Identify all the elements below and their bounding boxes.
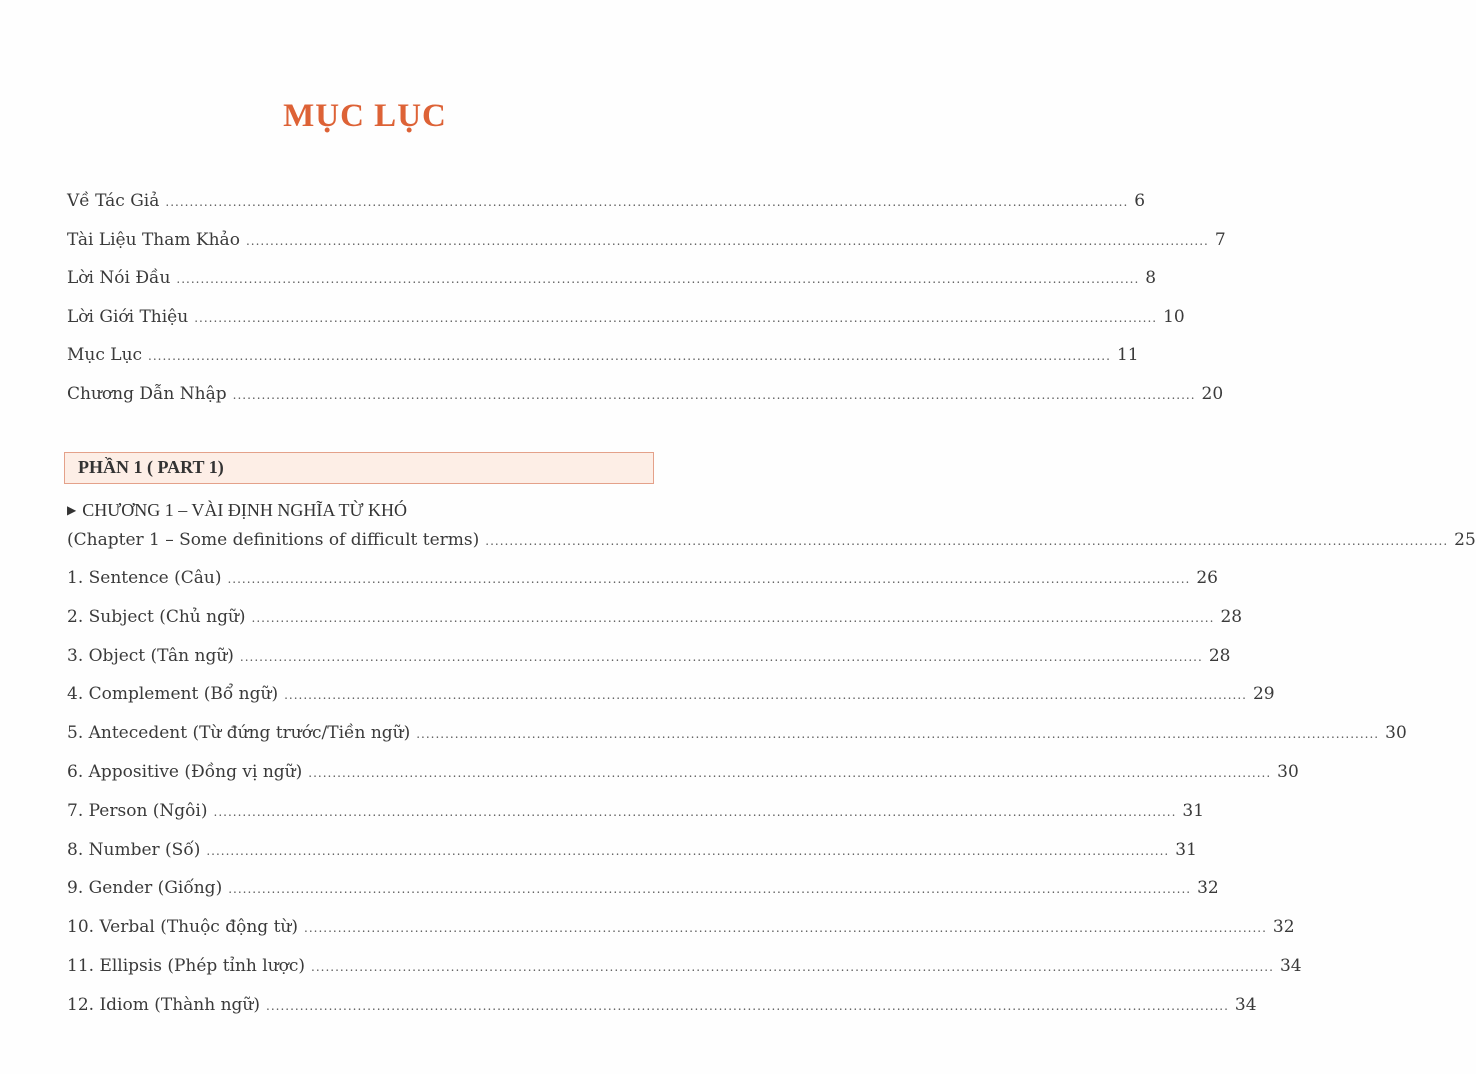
toc-page-number: 8 <box>1145 268 1157 289</box>
dot-leader: ........................................................................................................................................................................................................ <box>227 572 1191 586</box>
dot-leader: ........................................................................................................................................................................................................ <box>284 688 1247 703</box>
dot-leader: ........................................................................................................................................................................................................ <box>266 998 1229 1013</box>
toc-page-number: 30 <box>1385 723 1407 744</box>
toc-page-number: 20 <box>1201 384 1224 404</box>
dot-leader: ........................................................................................................................................................................................................ <box>239 649 1203 664</box>
part-label: PHẦN 1 ( PART 1) <box>78 457 224 477</box>
toc-page-number: 29 <box>1252 684 1275 705</box>
toc-page-number: 31 <box>1182 800 1205 821</box>
toc-label: (Chapter 1 – Some definitions of difficult terms) <box>67 530 480 550</box>
toc-row[interactable] <box>67 304 1185 328</box>
dot-leader: ........................................................................................................................................................................................................ <box>165 195 1129 209</box>
toc-row[interactable] <box>67 342 1139 366</box>
toc-label: Lời Giới Thiệu <box>67 306 189 327</box>
toc-row[interactable] <box>67 643 1231 667</box>
toc-page-number: 32 <box>1197 878 1219 899</box>
dot-leader: ........................................................................................................................................................................................................ <box>308 766 1272 780</box>
toc-row[interactable] <box>67 188 1146 212</box>
toc-label: 8. Number (Số) <box>67 839 201 860</box>
dot-leader: ........................................................................................................................................................................................................ <box>251 610 1215 625</box>
dot-leader: ........................................................................................................................................................................................................ <box>176 272 1140 287</box>
toc-row-chapter-subtitle[interactable] <box>67 527 1476 551</box>
toc-row[interactable] <box>67 720 1407 744</box>
toc-label: Chương Dẫn Nhập <box>67 384 227 404</box>
toc-page-number: 11 <box>1116 345 1139 366</box>
toc-row[interactable] <box>67 227 1226 251</box>
dot-leader: ........................................................................................................................................................................................................ <box>206 843 1170 858</box>
toc-label: 3. Object (Tân ngữ) <box>67 645 234 666</box>
dot-leader: ........................................................................................................................................................................................................ <box>232 388 1196 402</box>
chapter-title: CHƯƠNG 1 – VÀI ĐỊNH NGHĨA TỪ KHÓ <box>82 500 407 520</box>
toc-label: 7. Person (Ngôi) <box>67 800 208 821</box>
toc-page-number: 25 <box>1454 530 1476 550</box>
toc-row[interactable] <box>67 759 1299 783</box>
toc-label: Mục Lục <box>67 345 143 366</box>
toc-label: 6. Appositive (Đồng vị ngữ) <box>67 762 303 782</box>
toc-label: 9. Gender (Giống) <box>67 878 223 899</box>
page-title: MỤC LỤC <box>283 98 447 134</box>
toc-row[interactable] <box>67 953 1302 977</box>
toc-label: Về Tác Giả <box>67 191 160 211</box>
toc-row[interactable] <box>67 875 1219 899</box>
toc-label: Tài Liệu Tham Khảo <box>67 229 240 250</box>
toc-label: 12. Idiom (Thành ngữ) <box>67 994 261 1015</box>
toc-page-number: 26 <box>1196 568 1218 588</box>
toc-page-number: 31 <box>1175 839 1197 860</box>
toc-row[interactable] <box>67 992 1257 1016</box>
toc-page-number: 6 <box>1134 191 1146 211</box>
toc-row[interactable] <box>67 565 1218 589</box>
dot-leader: ........................................................................................................................................................................................................ <box>148 349 1111 364</box>
dot-leader: ........................................................................................................................................................................................................ <box>245 233 1209 248</box>
dot-leader: ........................................................................................................................................................................................................ <box>194 310 1158 325</box>
toc-label: 4. Complement (Bổ ngữ) <box>67 684 279 705</box>
dot-leader: ........................................................................................................................................................................................................ <box>485 534 1449 548</box>
toc-row[interactable] <box>67 265 1157 289</box>
dot-leader: ........................................................................................................................................................................................................ <box>311 960 1274 974</box>
toc-row[interactable] <box>67 604 1243 628</box>
dot-leader: ........................................................................................................................................................................................................ <box>304 921 1267 936</box>
triangle-bullet-icon: ▶ <box>67 503 77 517</box>
toc-page-number: 32 <box>1272 917 1295 938</box>
toc-label: 10. Verbal (Thuộc động từ) <box>67 917 298 938</box>
chapter-heading <box>67 500 656 521</box>
toc-page-number: 28 <box>1220 606 1243 627</box>
toc-page-number: 34 <box>1234 994 1257 1015</box>
toc-row[interactable] <box>67 381 1224 405</box>
toc-row[interactable] <box>67 837 1197 861</box>
toc-label: 2. Subject (Chủ ngữ) <box>67 606 246 627</box>
toc-page-number: 7 <box>1214 229 1226 250</box>
toc-label: 5. Antecedent (Từ đứng trước/Tiền ngữ) <box>67 723 411 744</box>
toc-label: 11. Ellipsis (Phép tỉnh lược) <box>67 956 306 976</box>
toc-row[interactable] <box>67 681 1275 705</box>
dot-leader: ........................................................................................................................................................................................................ <box>228 882 1192 897</box>
toc-label: 1. Sentence (Câu) <box>67 568 222 588</box>
toc-row[interactable] <box>67 914 1295 938</box>
toc-page-number: 34 <box>1279 956 1302 976</box>
dot-leader: ........................................................................................................................................................................................................ <box>213 804 1177 819</box>
toc-label: Lời Nói Đầu <box>67 268 171 289</box>
toc-row[interactable] <box>67 798 1205 822</box>
part-header <box>64 452 654 484</box>
toc-page-number: 30 <box>1277 762 1299 782</box>
dot-leader: ........................................................................................................................................................................................................ <box>416 727 1380 742</box>
toc-page-number: 28 <box>1208 645 1231 666</box>
toc-page-number: 10 <box>1163 306 1185 327</box>
